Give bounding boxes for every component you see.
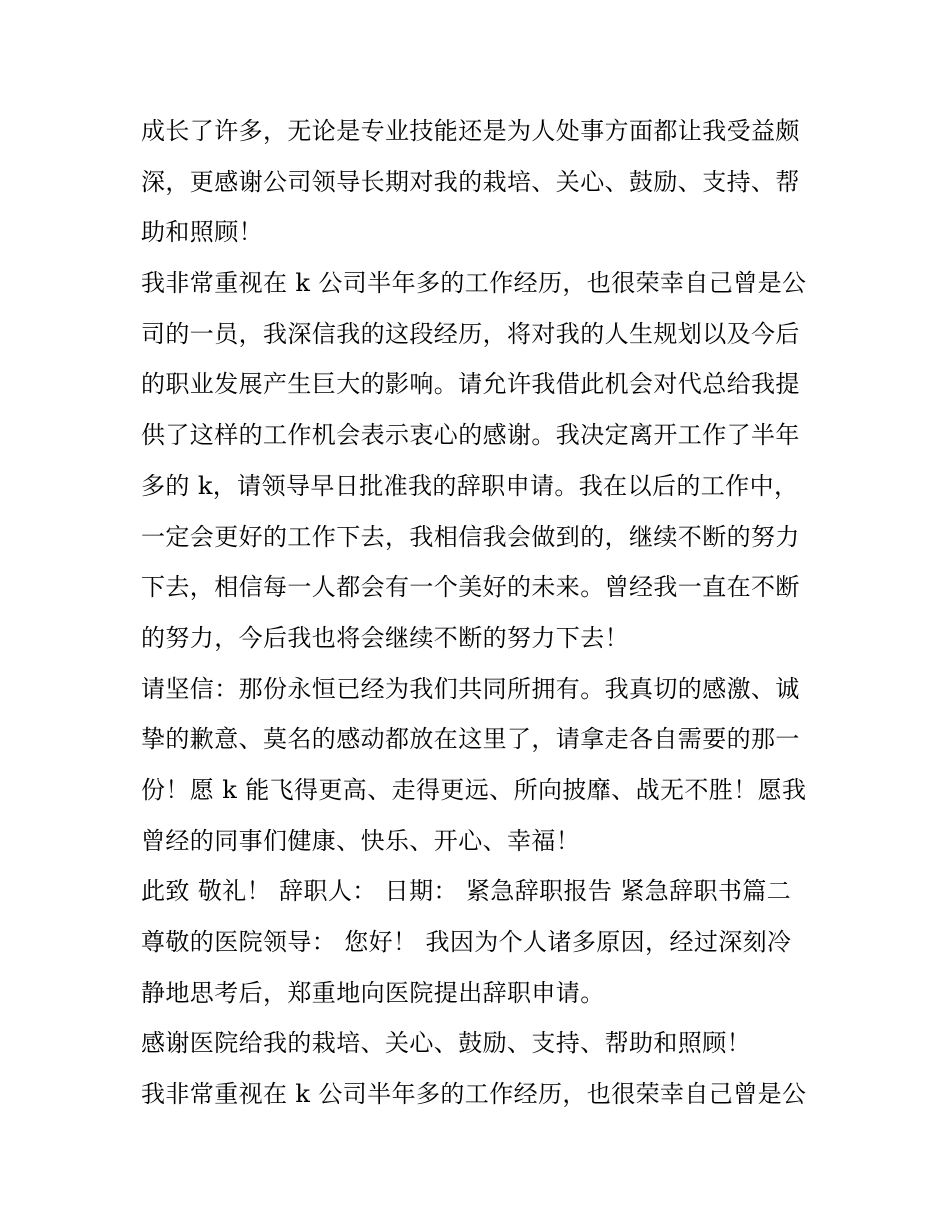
- text-line: 静地思考后，郑重地向医院提出辞职申请。: [141, 978, 605, 1007]
- text-line: 我非常重视在 k 公司半年多的工作经历，也很荣幸自己曾是公: [141, 1080, 807, 1109]
- text-line: 司的一员，我深信我的这段经历，将对我的人生规划以及今后: [141, 319, 800, 348]
- text-line: 一定会更好的工作下去，我相信我会做到的，继续不断的努力: [141, 522, 800, 551]
- document-body: [141, 106, 821, 1120]
- text-line: 份！愿 k 能飞得更高、走得更远、所向披靡、战无不胜！愿我: [141, 775, 807, 804]
- text-line: 挚的歉意、莫名的感动都放在这里了，请拿走各自需要的那一: [141, 725, 800, 754]
- text-line: 曾经的同事们健康、快乐、开心、幸福！: [141, 826, 581, 855]
- text-line: 成长了许多，无论是专业技能还是为人处事方面都让我受益颇: [141, 117, 800, 145]
- text-line: 此致 敬礼！ 辞职人： 日期： 紧急辞职报告 紧急辞职书篇二: [141, 877, 792, 906]
- text-line: 供了这样的工作机会表示衷心的感谢。我决定离开工作了半年: [141, 421, 800, 450]
- text-line: 下去，相信每一人都会有一个美好的未来。曾经我一直在不断: [141, 573, 800, 602]
- text-line: 多的 k，请领导早日批准我的辞职申请。我在以后的工作中，: [141, 471, 799, 500]
- text-line: 助和照顾！: [141, 218, 263, 247]
- text-line: 的职业发展产生巨大的影响。请允许我借此机会对代总给我提: [141, 370, 800, 399]
- text-line: 的努力，今后我也将会继续不断的努力下去！: [141, 623, 629, 652]
- text-line: 请坚信：那份永恒已经为我们共同所拥有。我真切的感激、诚: [141, 674, 800, 703]
- text-line: 尊敬的医院领导： 您好！ 我因为个人诸多原因，经过深刻冷: [141, 928, 792, 956]
- text-line: 我非常重视在 k 公司半年多的工作经历，也很荣幸自己曾是公: [141, 269, 807, 298]
- text-line: 感谢医院给我的栽培、关心、鼓励、支持、帮助和照顾！: [141, 1029, 751, 1058]
- text-line: 深，更感谢公司领导长期对我的栽培、关心、鼓励、支持、帮: [141, 167, 800, 196]
